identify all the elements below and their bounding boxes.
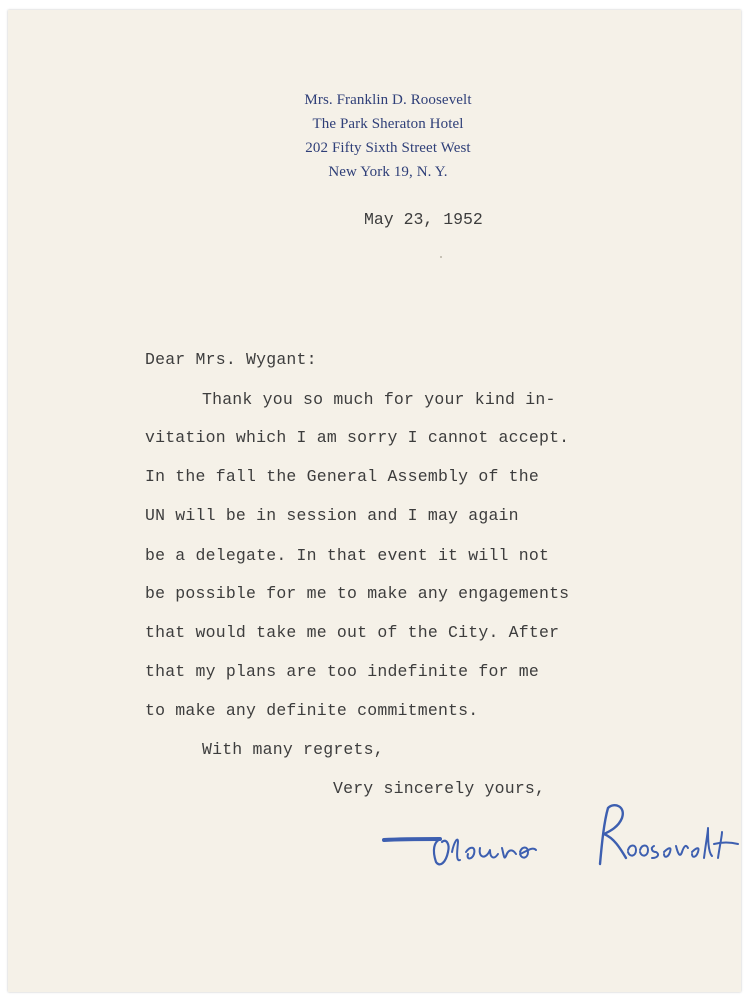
letterhead-name: Mrs. Franklin D. Roosevelt [304,92,472,108]
body-line: Thank you so much for your kind in- [202,390,556,409]
body-line: In the fall the General Assembly of the [145,467,539,486]
letterhead [278,88,498,184]
body-line: that would take me out of the City. After [145,623,560,642]
letterhead-hotel: The Park Sheraton Hotel [312,116,464,132]
closing-line: With many regrets, [202,740,384,759]
body-line: that my plans are too indefinite for me [145,662,539,681]
letterhead-street: 202 Fifty Sixth Street West [305,140,471,156]
body-line: be possible for me to make any engagements [145,584,570,603]
letter-date: May 23, 1952 [364,210,483,229]
body-line: be a delegate. In that event it will not [145,546,550,565]
paper-mark [440,256,442,258]
salutation: Dear Mrs. Wygant: [145,350,317,369]
body-line: vitation which I am sorry I cannot accept. [145,428,570,447]
letter-page [8,10,741,992]
signature-icon [382,802,742,892]
letterhead-city: New York 19, N. Y. [328,164,448,180]
valediction: Very sincerely yours, [333,779,546,798]
body-line: UN will be in session and I may again [145,506,519,525]
body-line: to make any definite commitments. [145,701,479,720]
